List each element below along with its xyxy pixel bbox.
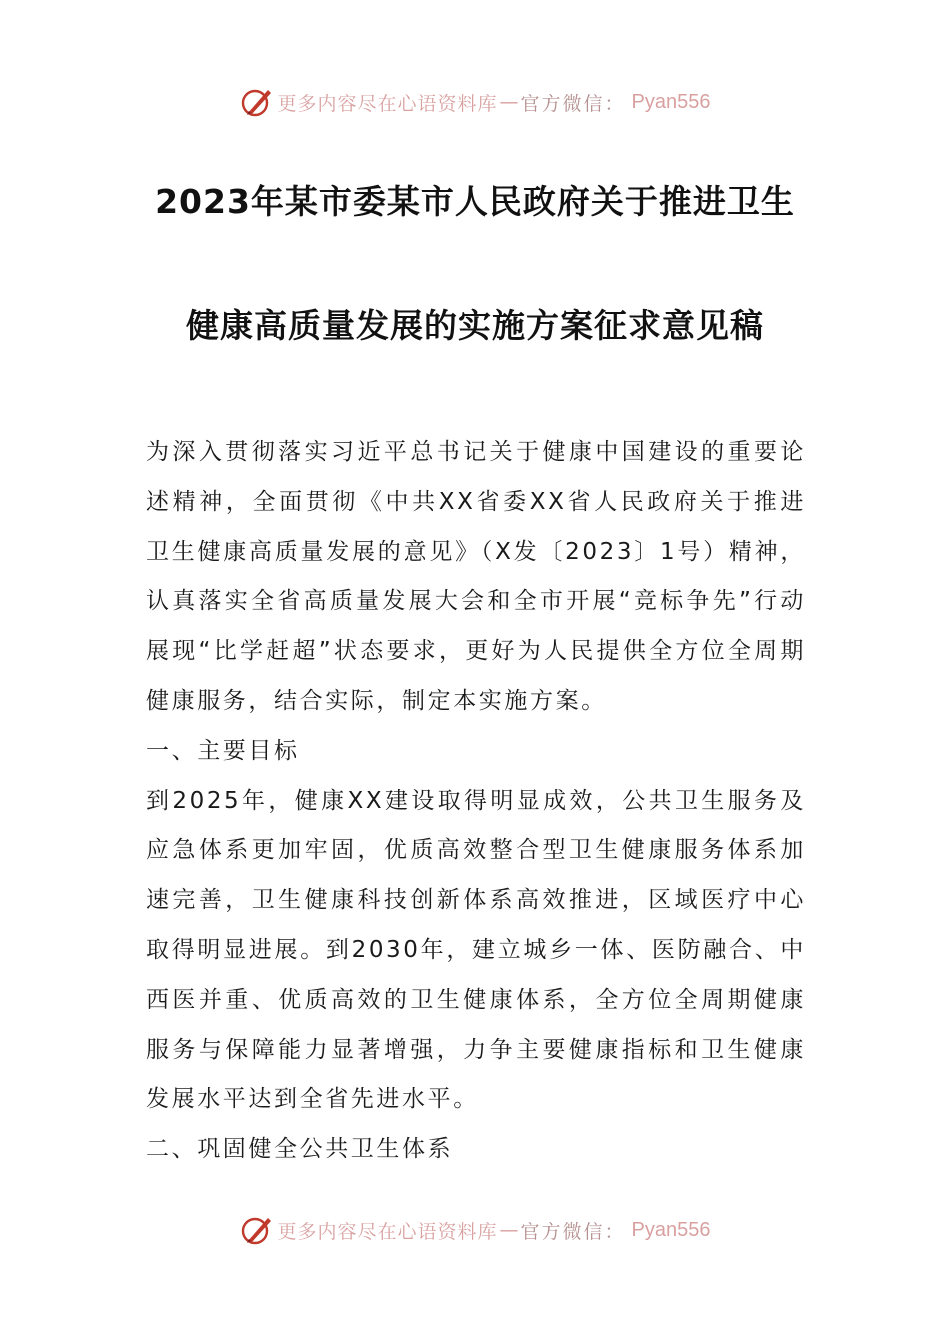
intro-paragraph: 为深入贯彻落实习近平总书记关于健康中国建设的重要论述精神，全面贯彻《中共XX省委XX省人民政府关于推进卫生健康高质量发展的意见》（X发〔2023〕1号）精神，认真落实全省高质量发展大会和全市开展“竞标争先”行动展现“比学赶超”状态要求，更好为人民提供全方位全周期健康服务，结合实际，制定本实施方案。 — [146, 439, 806, 714]
banner-official-label: 官方微信： — [520, 1220, 626, 1243]
document-title-line-1: 2023年某市委某市人民政府关于推进卫生 — [155, 182, 795, 221]
banner-dash: — — [499, 1219, 519, 1241]
section-2-heading: 二、巩固健全公共卫生体系 — [146, 1136, 454, 1163]
document-body — [146, 428, 806, 1175]
banner-official-label: 官方微信： — [520, 92, 626, 115]
quill-pen-logo-icon — [240, 1213, 274, 1247]
section-1-paragraph: 到2025年，健康XX建设取得明显成效，公共卫生服务及应急体系更加牢固，优质高效整合型卫生健康服务体系加速完善，卫生健康科技创新体系高效推进，区域医疗中心取得明显进展。到2030年，建立城乡一体、医防融合、中西医并重、优质高效的卫生健康体系，全方位全周期健康服务与保障能力显著增强，力争主要健康指标和卫生健康发展水平达到全省先进水平。 — [146, 787, 806, 1113]
section-1-heading: 一、主要目标 — [146, 737, 300, 764]
header-banner — [0, 82, 950, 122]
footer-banner — [0, 1210, 950, 1250]
banner-brand-text: 更多内容尽在心语资料库 — [277, 1220, 498, 1243]
document-title-line-2: 健康高质量发展的实施方案征求意见稿 — [186, 306, 764, 345]
banner-wechat-id: Pyan556 — [631, 1218, 711, 1241]
banner-dash: — — [499, 91, 519, 113]
banner-brand-text: 更多内容尽在心语资料库 — [277, 92, 498, 115]
quill-pen-logo-icon — [240, 85, 274, 119]
banner-wechat-id: Pyan556 — [631, 90, 711, 113]
